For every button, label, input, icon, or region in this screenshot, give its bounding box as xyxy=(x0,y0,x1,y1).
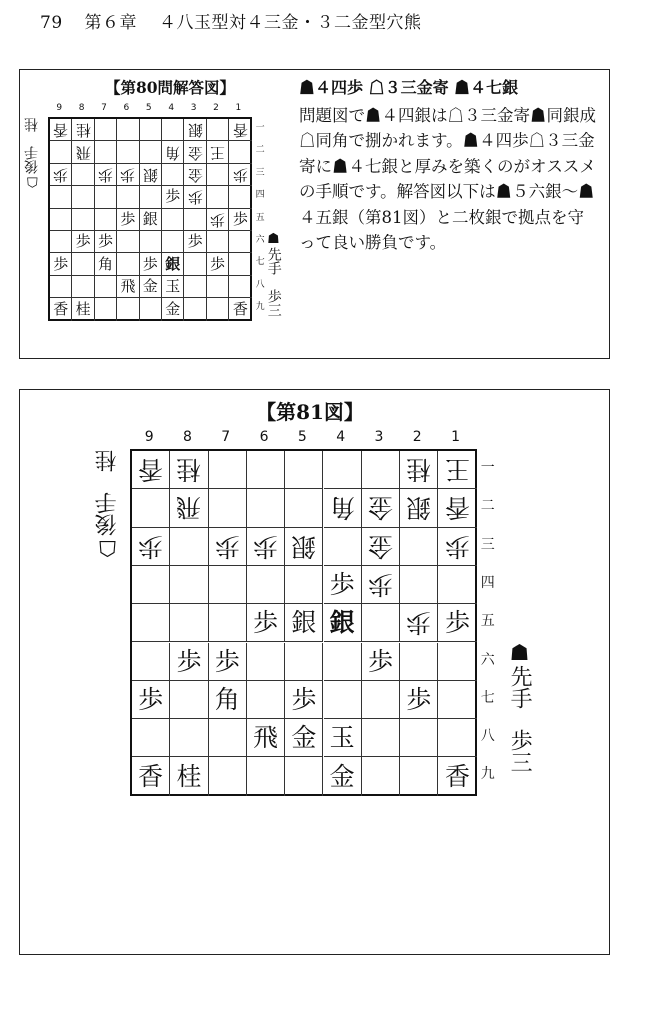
board-square[interactable] xyxy=(229,253,251,275)
board-square[interactable] xyxy=(184,164,206,186)
board-square[interactable] xyxy=(132,451,170,489)
board-square[interactable] xyxy=(95,119,117,141)
gote-hand xyxy=(96,450,119,559)
gote-piece[interactable]: 歩 xyxy=(53,165,69,184)
board-square[interactable] xyxy=(132,681,170,719)
board-square[interactable] xyxy=(324,489,362,527)
sente-piece[interactable]: 歩 xyxy=(367,646,393,676)
board-square[interactable] xyxy=(162,186,184,208)
board-square[interactable] xyxy=(170,643,208,681)
board-square[interactable] xyxy=(400,528,438,566)
gote-label: 後手 xyxy=(95,492,120,536)
board-square[interactable] xyxy=(247,604,285,642)
sente-piece[interactable]: 飛 xyxy=(120,276,136,295)
row-label: 九 xyxy=(480,766,495,783)
diagram80-title: 【第80問解答図】 xyxy=(104,78,236,97)
board-square[interactable] xyxy=(324,451,362,489)
board-square[interactable] xyxy=(207,164,229,186)
board-square[interactable] xyxy=(184,298,206,320)
sente-piece[interactable]: 歩 xyxy=(138,684,164,714)
column-label: 4 xyxy=(336,429,346,445)
gote-piece[interactable]: 歩 xyxy=(253,531,279,561)
row-label: 二 xyxy=(480,498,495,515)
gote-piece[interactable]: 歩 xyxy=(214,531,240,561)
gote-piece[interactable]: 歩 xyxy=(120,165,136,184)
sente-piece[interactable]: 歩 xyxy=(142,254,158,273)
page-number: 79 xyxy=(40,13,63,33)
column-label: 2 xyxy=(412,429,422,445)
row-label: 八 xyxy=(255,279,265,290)
row-label: 一 xyxy=(255,123,265,133)
column-label: 6 xyxy=(123,103,130,113)
board-square[interactable] xyxy=(184,141,206,163)
board-square[interactable] xyxy=(162,209,184,231)
board-square[interactable] xyxy=(362,643,400,681)
gote-mark-icon: ☖ xyxy=(26,173,39,190)
sente-piece[interactable]: 銀 xyxy=(142,209,158,228)
board-square[interactable] xyxy=(285,757,323,795)
board-square[interactable] xyxy=(324,566,362,604)
sente-mark-icon: ☗ xyxy=(267,231,280,247)
sente-piece[interactable]: 歩 xyxy=(291,684,317,714)
board-square[interactable] xyxy=(117,186,139,208)
answer-panel xyxy=(19,69,610,359)
diagram81-title: 【第81図】 xyxy=(256,400,364,424)
row-label: 四 xyxy=(480,574,495,591)
column-label: 7 xyxy=(101,103,107,113)
board-square[interactable] xyxy=(438,719,476,757)
board-square[interactable] xyxy=(362,566,400,604)
board-square[interactable] xyxy=(247,757,285,795)
sente-piece[interactable]: 歩 xyxy=(187,232,203,251)
board-square[interactable] xyxy=(324,681,362,719)
board-square[interactable] xyxy=(117,141,139,163)
highlighted-piece[interactable]: 銀 xyxy=(329,608,355,638)
board-square[interactable] xyxy=(209,719,247,757)
board-square[interactable] xyxy=(229,186,251,208)
page-header xyxy=(40,8,437,33)
board-square[interactable] xyxy=(285,681,323,719)
board-square[interactable] xyxy=(400,643,438,681)
board-square[interactable] xyxy=(162,119,184,141)
board-square[interactable] xyxy=(170,681,208,719)
board-square[interactable] xyxy=(207,209,229,231)
board-square[interactable] xyxy=(209,566,247,604)
gote-piece[interactable]: 金 xyxy=(367,493,393,523)
row-label: 七 xyxy=(480,689,495,706)
board-square[interactable] xyxy=(117,119,139,141)
board-square[interactable] xyxy=(362,681,400,719)
sente-piece[interactable]: 歩 xyxy=(329,570,355,600)
board-square[interactable] xyxy=(362,451,400,489)
board-square[interactable] xyxy=(162,298,184,320)
board-square[interactable] xyxy=(247,643,285,681)
board-square[interactable] xyxy=(95,164,117,186)
sente-piece[interactable]: 桂 xyxy=(75,299,91,318)
board-square[interactable] xyxy=(209,681,247,719)
sente-piece[interactable]: 歩 xyxy=(53,254,69,273)
board-square[interactable] xyxy=(285,719,323,757)
gote-piece[interactable]: 香 xyxy=(53,121,69,140)
board-square[interactable] xyxy=(324,643,362,681)
board-square[interactable] xyxy=(400,451,438,489)
gote-piece[interactable]: 歩 xyxy=(406,608,432,638)
sente-piece[interactable]: 歩 xyxy=(120,209,136,228)
gote-piece[interactable]: 歩 xyxy=(138,531,164,561)
board-square[interactable] xyxy=(95,141,117,163)
board-square[interactable] xyxy=(285,451,323,489)
board-square[interactable] xyxy=(438,643,476,681)
board-square[interactable] xyxy=(132,566,170,604)
chapter-title: ４八玉型対４三金・３二金型穴熊 xyxy=(158,13,422,33)
board-square[interactable] xyxy=(362,757,400,795)
board-square[interactable] xyxy=(362,604,400,642)
sente-piece[interactable]: 玉 xyxy=(329,723,355,753)
board-square[interactable] xyxy=(247,528,285,566)
gote-piece[interactable]: 銀 xyxy=(142,165,158,184)
gote-piece[interactable]: 桂 xyxy=(406,455,432,485)
row-label: 五 xyxy=(480,613,495,630)
board-square[interactable] xyxy=(247,719,285,757)
board-square[interactable] xyxy=(50,276,72,298)
board-square[interactable] xyxy=(362,489,400,527)
board-square[interactable] xyxy=(132,604,170,642)
sente-piece[interactable]: 歩 xyxy=(232,209,248,228)
column-label: 7 xyxy=(221,429,231,445)
board-square[interactable] xyxy=(170,604,208,642)
board-square[interactable] xyxy=(438,528,476,566)
diagram81-panel xyxy=(19,389,610,955)
chapter-label: 第６章 xyxy=(84,13,138,33)
board-square[interactable] xyxy=(400,604,438,642)
board-square[interactable] xyxy=(229,298,251,320)
sente-piece[interactable]: 金 xyxy=(329,762,355,792)
board-square[interactable] xyxy=(400,719,438,757)
row-label: 六 xyxy=(255,235,265,245)
board-square[interactable] xyxy=(285,643,323,681)
board-square[interactable] xyxy=(50,298,72,320)
board-square[interactable] xyxy=(285,566,323,604)
sente-piece[interactable]: 歩 xyxy=(445,608,471,638)
board-square[interactable] xyxy=(362,528,400,566)
board-square[interactable] xyxy=(207,231,229,253)
sente-piece[interactable]: 角 xyxy=(97,254,113,273)
gote-piece[interactable]: 銀 xyxy=(291,531,317,561)
sente-piece[interactable]: 銀 xyxy=(291,608,317,638)
board-square[interactable] xyxy=(170,528,208,566)
board-square[interactable] xyxy=(95,298,117,320)
row-label: 一 xyxy=(480,460,495,476)
gote-piece[interactable]: 歩 xyxy=(445,531,471,561)
board-square[interactable] xyxy=(132,528,170,566)
column-label: 1 xyxy=(451,429,460,445)
gote-label: 後手 xyxy=(24,146,40,174)
board-square[interactable] xyxy=(324,757,362,795)
board-square[interactable] xyxy=(95,186,117,208)
board-square[interactable] xyxy=(72,298,94,320)
board-square[interactable] xyxy=(95,231,117,253)
board-square[interactable] xyxy=(209,757,247,795)
board-square[interactable] xyxy=(285,528,323,566)
gote-piece[interactable]: 歩 xyxy=(232,165,248,184)
gote-piece[interactable]: 歩 xyxy=(209,210,225,229)
board-square[interactable] xyxy=(140,231,162,253)
board-square[interactable] xyxy=(209,643,247,681)
board-square[interactable] xyxy=(72,164,94,186)
sente-piece[interactable]: 香 xyxy=(53,299,69,318)
column-label: 4 xyxy=(168,103,175,113)
row-label: 四 xyxy=(255,190,265,201)
board-square[interactable] xyxy=(247,489,285,527)
row-label: 五 xyxy=(255,212,265,223)
board-square[interactable] xyxy=(438,489,476,527)
board-square[interactable] xyxy=(400,681,438,719)
board-square[interactable] xyxy=(438,604,476,642)
board-square[interactable] xyxy=(162,253,184,275)
board-square[interactable] xyxy=(184,253,206,275)
sente-piece[interactable]: 歩 xyxy=(406,684,432,714)
board-square[interactable] xyxy=(117,298,139,320)
sente-piece[interactable]: 歩 xyxy=(253,608,279,638)
board-square[interactable] xyxy=(72,253,94,275)
gote-hand xyxy=(25,118,40,189)
sente-piece[interactable]: 歩 xyxy=(165,187,181,206)
board-square[interactable] xyxy=(117,253,139,275)
column-label: 5 xyxy=(297,429,307,445)
gote-piece[interactable]: 王 xyxy=(445,455,471,485)
board-square[interactable] xyxy=(140,119,162,141)
board-square[interactable] xyxy=(140,276,162,298)
board-square[interactable] xyxy=(50,164,72,186)
board-square[interactable] xyxy=(162,141,184,163)
column-label: 9 xyxy=(144,429,154,445)
board-square[interactable] xyxy=(362,719,400,757)
board-square[interactable] xyxy=(209,451,247,489)
row-label: 三 xyxy=(480,536,495,553)
board-square[interactable] xyxy=(247,681,285,719)
board-square[interactable] xyxy=(400,489,438,527)
row-label: 二 xyxy=(255,145,265,156)
gote-piece[interactable]: 桂 xyxy=(75,121,91,140)
board-square[interactable] xyxy=(117,276,139,298)
gote-piece[interactable]: 歩 xyxy=(97,165,113,184)
board-square[interactable] xyxy=(170,451,208,489)
row-label: 八 xyxy=(480,728,495,745)
gote-piece[interactable]: 桂 xyxy=(176,455,202,485)
board-square[interactable] xyxy=(285,604,323,642)
column-label: 8 xyxy=(182,429,192,445)
column-label: 1 xyxy=(235,103,242,113)
board-square[interactable] xyxy=(170,489,208,527)
board-square[interactable] xyxy=(209,489,247,527)
board-square[interactable] xyxy=(207,298,229,320)
highlighted-piece[interactable]: 銀 xyxy=(165,254,181,273)
sente-piece[interactable]: 角 xyxy=(214,684,240,714)
board-square[interactable] xyxy=(229,209,251,231)
column-label: 6 xyxy=(259,429,269,445)
sente-piece[interactable]: 桂 xyxy=(176,762,202,792)
sente-mark-icon: ☗ xyxy=(509,641,530,666)
column-label: 2 xyxy=(213,103,219,113)
board-square[interactable] xyxy=(162,164,184,186)
gote-piece[interactable]: 銀 xyxy=(187,121,203,140)
shogi-board xyxy=(130,449,477,796)
sente-piece[interactable]: 歩 xyxy=(176,646,202,676)
sente-piece[interactable]: 歩 xyxy=(75,232,91,251)
board-square[interactable] xyxy=(209,604,247,642)
board-square[interactable] xyxy=(72,276,94,298)
board-square[interactable] xyxy=(184,119,206,141)
board-square[interactable] xyxy=(132,489,170,527)
board-square[interactable] xyxy=(170,719,208,757)
board-square[interactable] xyxy=(207,141,229,163)
column-label: 3 xyxy=(374,429,384,445)
sente-piece[interactable]: 金 xyxy=(142,276,158,295)
board-square[interactable] xyxy=(184,186,206,208)
board-square[interactable] xyxy=(247,451,285,489)
sente-piece[interactable]: 香 xyxy=(445,762,471,792)
board-square[interactable] xyxy=(229,119,251,141)
sente-piece[interactable]: 飛 xyxy=(253,723,279,753)
gote-piece[interactable]: 王 xyxy=(209,143,225,162)
gote-piece[interactable]: 歩 xyxy=(367,570,393,600)
board-square[interactable] xyxy=(207,119,229,141)
gote-piece[interactable]: 香 xyxy=(445,493,471,523)
board-square[interactable] xyxy=(207,276,229,298)
row-label: 三 xyxy=(255,167,265,178)
gote-piece[interactable]: 飛 xyxy=(75,143,91,162)
gote-piece[interactable]: 飛 xyxy=(176,493,202,523)
board-square[interactable] xyxy=(438,757,476,795)
sente-label: 先手 xyxy=(507,665,533,710)
gote-piece[interactable]: 金 xyxy=(187,143,203,162)
board-square[interactable] xyxy=(438,681,476,719)
sente-hand-pieces: 歩三 xyxy=(507,729,533,774)
board-square[interactable] xyxy=(50,209,72,231)
board-square[interactable] xyxy=(117,231,139,253)
board-square[interactable] xyxy=(438,451,476,489)
column-label: 3 xyxy=(190,103,197,113)
board-square[interactable] xyxy=(285,489,323,527)
column-label: 8 xyxy=(78,103,85,113)
row-label: 九 xyxy=(255,302,265,313)
sente-label: 先手 xyxy=(265,246,282,275)
gote-hand-pieces: 桂 xyxy=(95,450,120,472)
board-square[interactable] xyxy=(50,119,72,141)
column-label: 9 xyxy=(56,103,63,113)
board-square[interactable] xyxy=(140,164,162,186)
sente-hand xyxy=(266,232,281,317)
board-square[interactable] xyxy=(140,209,162,231)
board-square[interactable] xyxy=(400,566,438,604)
gote-piece[interactable]: 歩 xyxy=(187,188,203,207)
board-square[interactable] xyxy=(229,141,251,163)
sente-piece[interactable]: 歩 xyxy=(209,254,225,273)
solution-text xyxy=(299,75,599,256)
board-square[interactable] xyxy=(72,209,94,231)
column-label: 5 xyxy=(145,103,152,113)
board-square[interactable] xyxy=(50,253,72,275)
gote-piece[interactable]: 香 xyxy=(138,455,164,485)
sente-piece[interactable]: 金 xyxy=(165,299,181,318)
gote-piece[interactable]: 香 xyxy=(232,121,248,140)
gote-piece[interactable]: 金 xyxy=(187,165,203,184)
board-square[interactable] xyxy=(400,757,438,795)
sente-hand-pieces: 歩三 xyxy=(265,288,282,317)
board-square[interactable] xyxy=(72,141,94,163)
sente-piece[interactable]: 玉 xyxy=(165,276,181,295)
sente-piece[interactable]: 歩 xyxy=(97,232,113,251)
board-square[interactable] xyxy=(207,186,229,208)
board-square[interactable] xyxy=(170,566,208,604)
gote-piece[interactable]: 角 xyxy=(329,493,355,523)
board-square[interactable] xyxy=(324,719,362,757)
board-square[interactable] xyxy=(95,209,117,231)
board-square[interactable] xyxy=(140,298,162,320)
gote-piece[interactable]: 金 xyxy=(367,531,393,561)
solution-moves: ☗４四歩 ☖３三金寄 ☗４七銀 xyxy=(299,78,519,97)
gote-piece[interactable]: 銀 xyxy=(406,493,432,523)
gote-mark-icon: ☖ xyxy=(97,535,118,561)
board-square[interactable] xyxy=(72,186,94,208)
board-square[interactable] xyxy=(209,528,247,566)
board-square[interactable] xyxy=(95,253,117,275)
board-square[interactable] xyxy=(132,643,170,681)
board-square[interactable] xyxy=(229,231,251,253)
board-square[interactable] xyxy=(132,719,170,757)
shogi-board xyxy=(48,117,252,321)
board-square[interactable] xyxy=(162,231,184,253)
board-square[interactable] xyxy=(50,141,72,163)
gote-piece[interactable]: 角 xyxy=(165,143,181,162)
board-square[interactable] xyxy=(95,276,117,298)
board-square[interactable] xyxy=(170,757,208,795)
board-square[interactable] xyxy=(140,186,162,208)
row-label: 七 xyxy=(255,257,265,268)
board-square[interactable] xyxy=(117,164,139,186)
board-square[interactable] xyxy=(140,141,162,163)
sente-piece[interactable]: 香 xyxy=(232,299,248,318)
board-square[interactable] xyxy=(140,253,162,275)
board-square[interactable] xyxy=(184,209,206,231)
board-square[interactable] xyxy=(50,231,72,253)
board-square[interactable] xyxy=(229,276,251,298)
sente-hand xyxy=(508,642,531,773)
board-square[interactable] xyxy=(162,276,184,298)
board-square[interactable] xyxy=(72,119,94,141)
gote-hand-pieces: 桂 xyxy=(24,118,40,132)
board-square[interactable] xyxy=(247,566,285,604)
board-square[interactable] xyxy=(184,276,206,298)
board-square[interactable] xyxy=(229,164,251,186)
board-square[interactable] xyxy=(207,253,229,275)
board-square[interactable] xyxy=(132,757,170,795)
row-label: 六 xyxy=(480,651,495,668)
board-square[interactable] xyxy=(184,231,206,253)
sente-piece[interactable]: 歩 xyxy=(214,646,240,676)
board-square[interactable] xyxy=(117,209,139,231)
board-square[interactable] xyxy=(72,231,94,253)
board-square[interactable] xyxy=(50,186,72,208)
board-square[interactable] xyxy=(438,566,476,604)
board-square[interactable] xyxy=(324,604,362,642)
sente-piece[interactable]: 金 xyxy=(291,723,317,753)
board-square[interactable] xyxy=(324,528,362,566)
solution-body: 問題図で☗４四銀は☖３三金寄☗同銀成☖同角で捌かれます。☗４四歩☖３三金寄に☗４七銀と厚みを築くのがオススメの手順です。解答図以下は☗５六銀～☗４五銀（第81図）と二枚銀で拠点を守って良い勝負です。 xyxy=(299,105,596,252)
sente-piece[interactable]: 香 xyxy=(138,762,164,792)
